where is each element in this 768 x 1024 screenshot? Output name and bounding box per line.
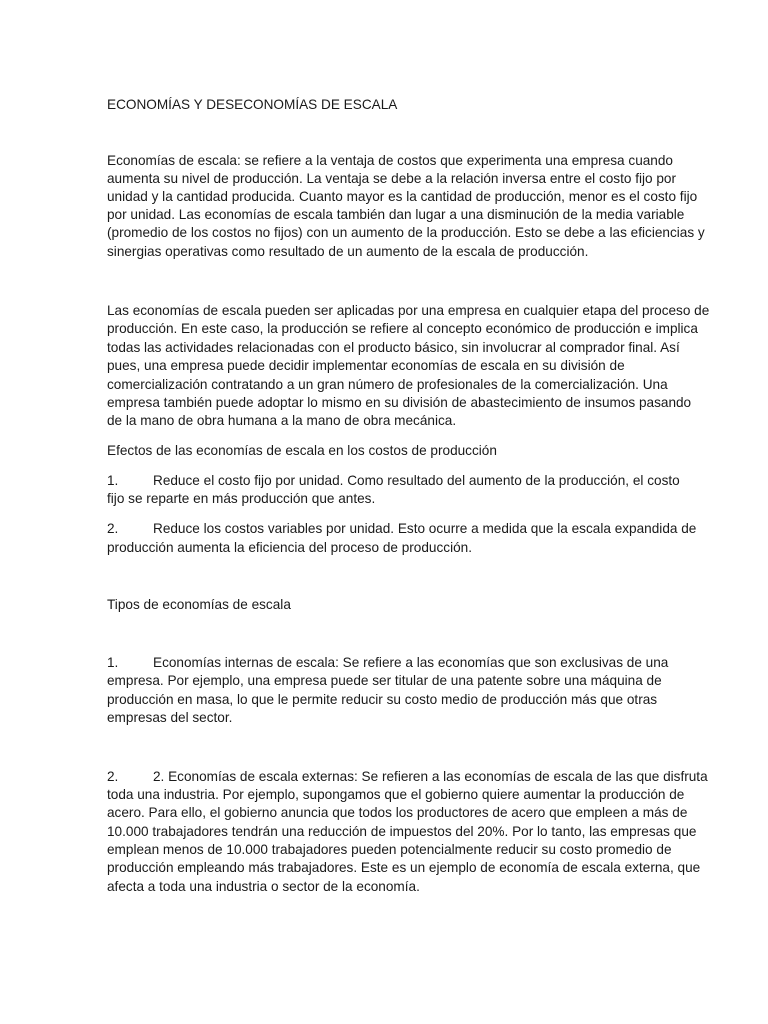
paragraph-line: fijo se reparte en más producción que antes. xyxy=(107,491,376,506)
list-item-effect-1 xyxy=(107,471,680,490)
paragraph-line: 10.000 trabajadores tendrán una reducción de impuestos del 20%. Por lo tanto, las empresas que xyxy=(107,824,697,839)
list-number: 2. xyxy=(107,521,119,536)
list-number: 1. xyxy=(107,473,119,488)
paragraph-line: empresa también puede adoptar lo mismo en su división de abastecimiento de insumos pasando xyxy=(107,395,692,410)
paragraph-line: pues, una empresa puede decidir implementar economías de escala en su división de xyxy=(107,358,625,373)
paragraph-line: comercialización contratando a un gran número de profesionales de la comercialización. Una xyxy=(107,377,668,392)
paragraph-line: unidad y la cantidad producida. Cuanto mayor es la cantidad de producción, menor es el costo fijo xyxy=(107,189,698,204)
paragraph-line: emplean menos de 10.000 trabajadores pueden potencialmente reducir su costo promedio de xyxy=(107,842,672,857)
list-item-text: 2. Economías de escala externas: Se refieren a las economías de escala de las que disfruta xyxy=(153,769,708,784)
paragraph-line: por unidad. Las economías de escala también dan lugar a una disminución de la media variable xyxy=(107,207,685,222)
paragraph-line: sinergias operativas como resultado de un aumento de la escala de producción. xyxy=(107,244,589,259)
list-item-text: Economías internas de escala: Se refiere a las economías que son exclusivas de una xyxy=(153,655,669,670)
paragraph-line: empresas del sector. xyxy=(107,710,233,725)
section-heading: Efectos de las economías de escala en los costos de producción xyxy=(107,443,497,458)
list-item-effect-2 xyxy=(107,519,696,538)
paragraph-line: aumenta su nivel de producción. La ventaja se debe a la relación inversa entre el costo fijo por xyxy=(107,171,677,186)
paragraph-line: Las economías de escala pueden ser aplicadas por una empresa en cualquier etapa del proceso de xyxy=(107,303,710,318)
document-title: ECONOMÍAS Y DESECONOMÍAS DE ESCALA xyxy=(107,97,398,112)
list-item-type-2 xyxy=(107,767,708,786)
list-number: 1. xyxy=(107,655,119,670)
paragraph-line: producción en masa, lo que le permite reducir su costo medio de producción más que otras xyxy=(107,692,658,707)
list-item-type-1 xyxy=(107,653,668,672)
section-heading: Tipos de economías de escala xyxy=(107,597,291,612)
paragraph-line: toda una industria. Por ejemplo, supongamos que el gobierno quiere aumentar la producción de xyxy=(107,787,685,802)
paragraph-line: producción aumenta la eficiencia del proceso de producción. xyxy=(107,540,472,555)
list-item-text: Reduce los costos variables por unidad. Esto ocurre a medida que la escala expandida de xyxy=(153,521,697,536)
paragraph-line: producción empleando más trabajadores. Este es un ejemplo de economía de escala externa, que xyxy=(107,860,701,875)
paragraph-line: Economías de escala: se refiere a la ventaja de costos que experimenta una empresa cuando xyxy=(107,153,673,168)
list-number: 2. xyxy=(107,769,119,784)
paragraph-line: todas las actividades relacionadas con el producto básico, sin involucrar al comprador final. Así xyxy=(107,340,680,355)
paragraph-line: empresa. Por ejemplo, una empresa puede ser titular de una patente sobre una máquina de xyxy=(107,673,662,688)
paragraph-line: producción. En este caso, la producción se refiere al concepto económico de producción e implica xyxy=(107,321,698,336)
paragraph-line: de la mano de obra humana a la mano de obra mecánica. xyxy=(107,413,457,428)
list-item-text: Reduce el costo fijo por unidad. Como resultado del aumento de la producción, el costo xyxy=(153,473,680,488)
paragraph-line: afecta a toda una industria o sector de la economía. xyxy=(107,879,420,894)
paragraph-line: (promedio de los costos no fijos) con un aumento de la producción. Esto se debe a las eficiencias y xyxy=(107,225,705,240)
paragraph-line: acero. Para ello, el gobierno anuncia que todos los productores de acero que empleen a más de xyxy=(107,805,688,820)
